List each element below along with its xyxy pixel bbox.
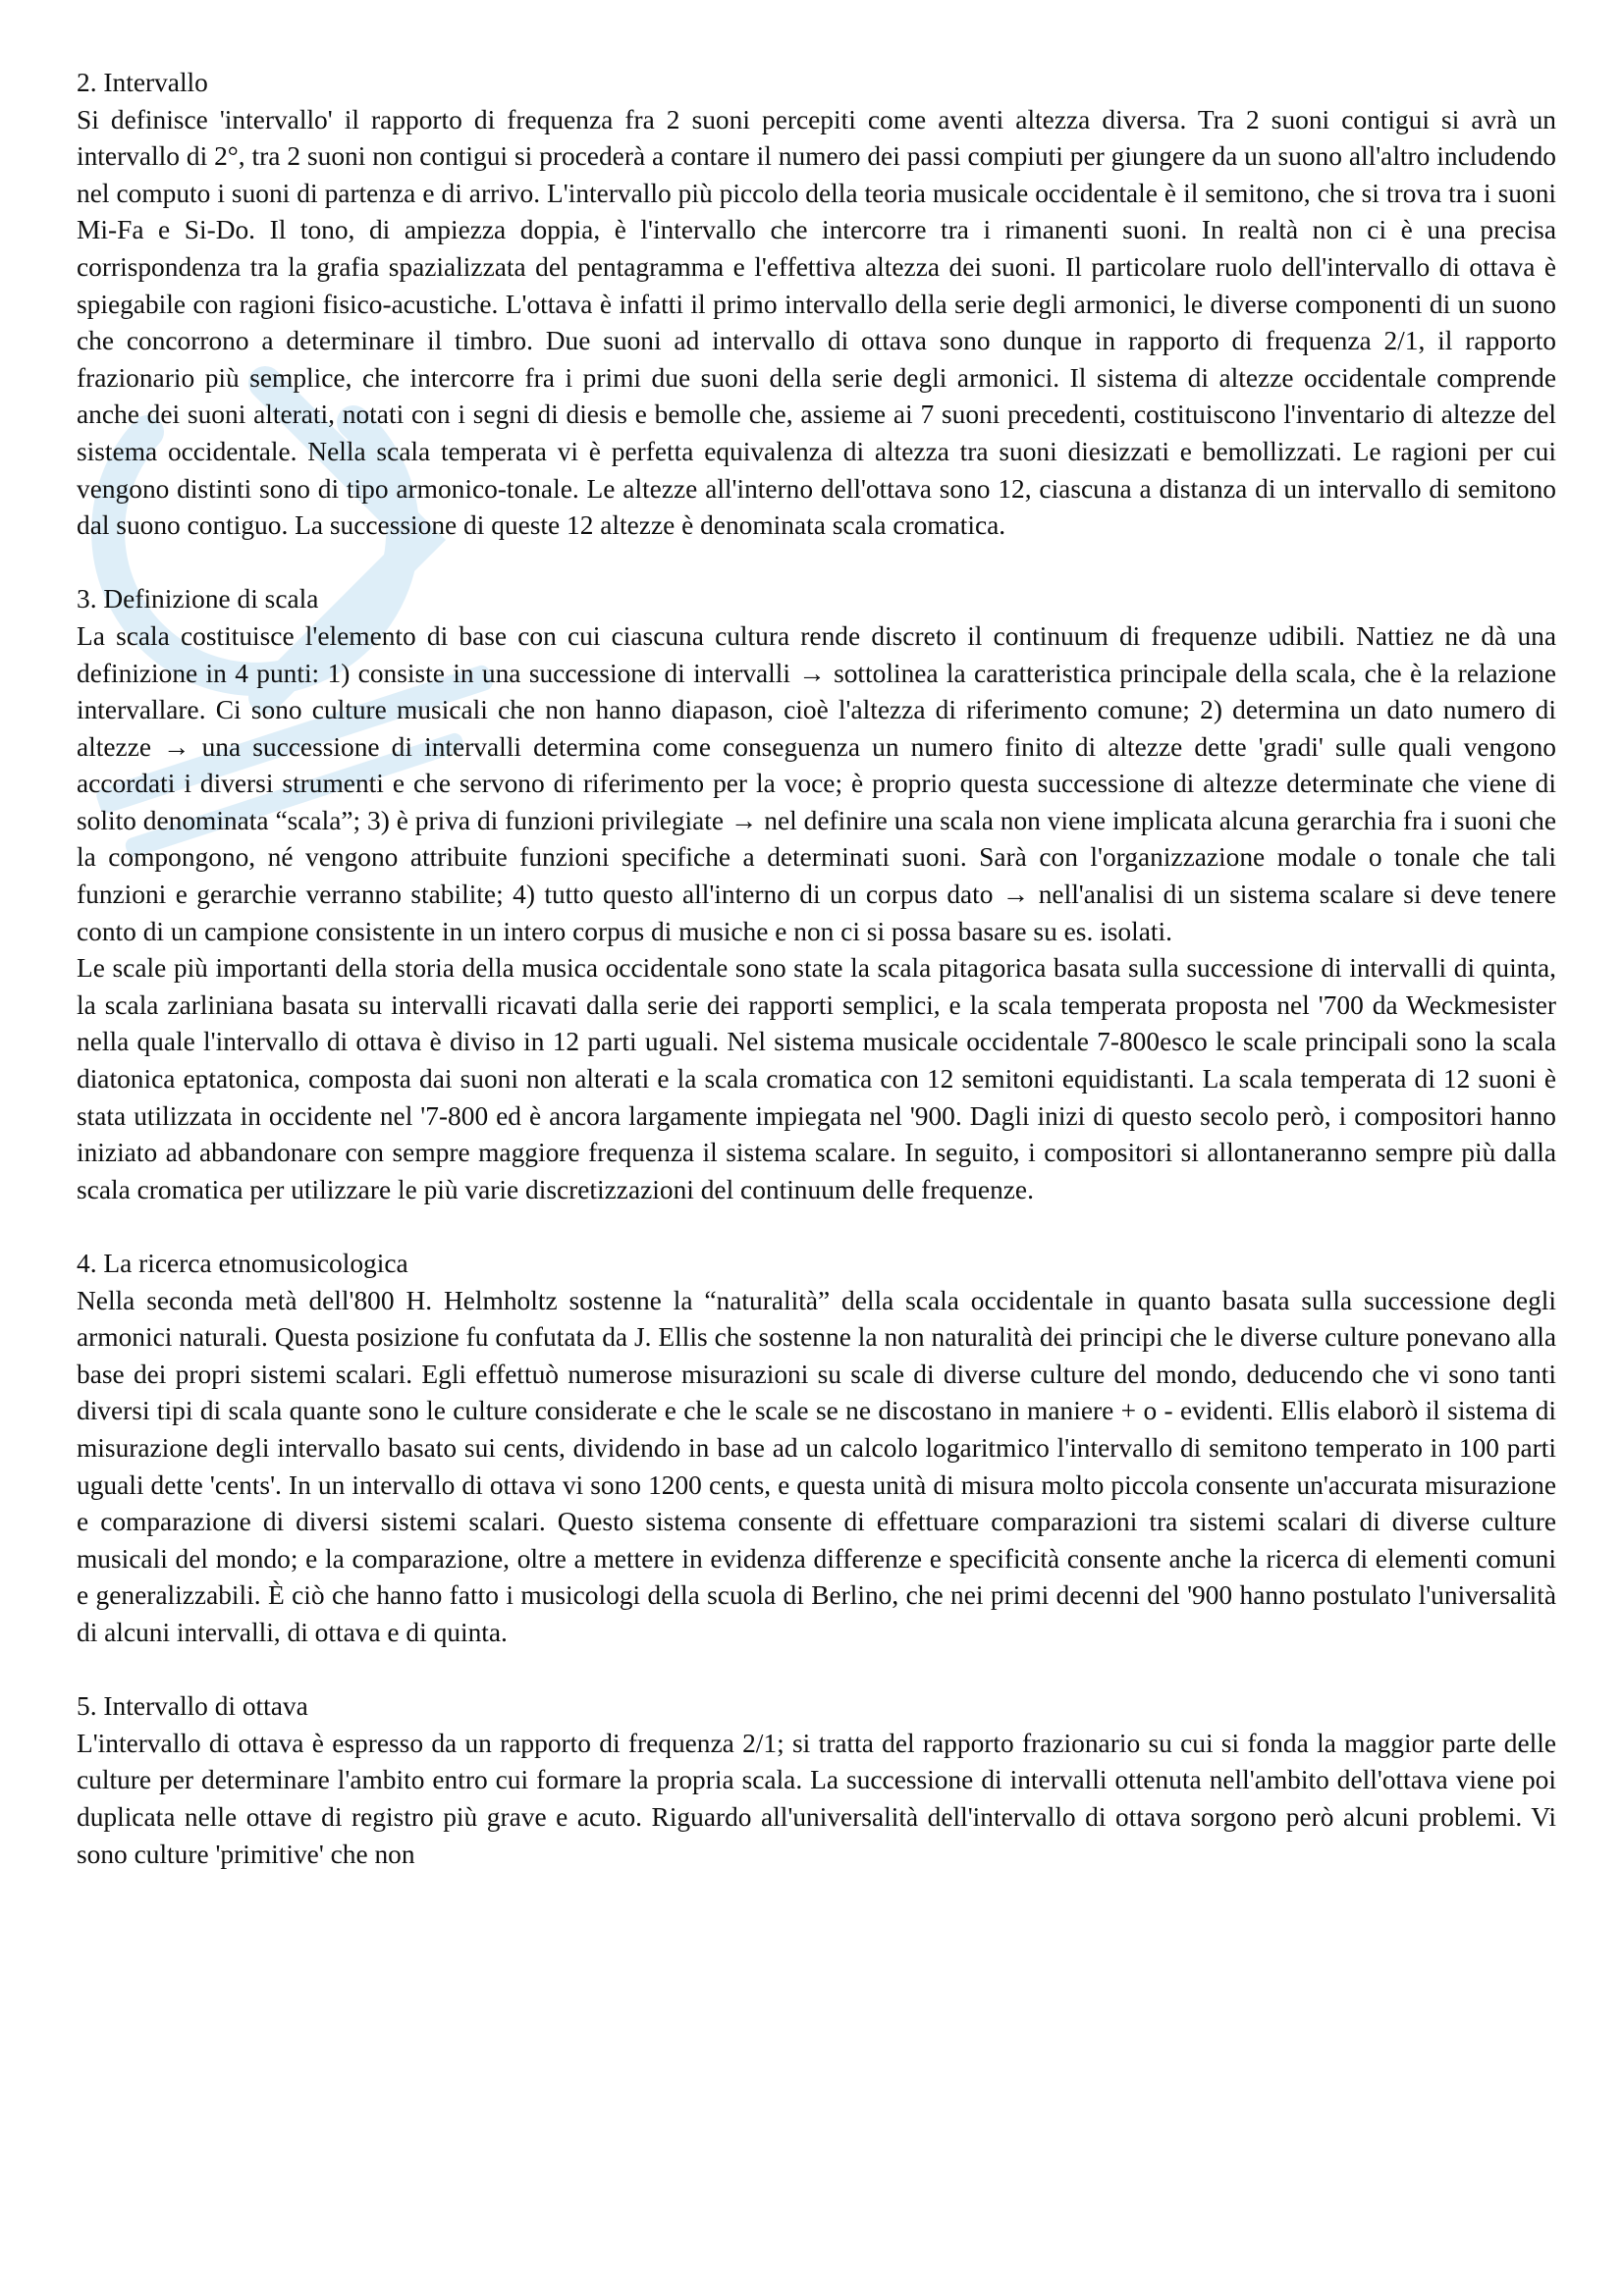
section-paragraph: Le scale più importanti della storia della musica occidentale sono state la scala pitagorica basata sulla successione di intervalli di quinta, la scala zarliniana basata su intervalli ricavati dalla serie dei rapporti semplici, e la scala temperata proposta nel '700 da Weckmesister nella quale l'intervallo di ottava è diviso in 12 parti uguali. Nel sistema musicale occidentale 7-800esco le scale principali sono la scala diatonica eptatonica, composta dai suoni non alterati e la scala cromatica con 12 semitoni equidistanti. La scala temperata di 12 suoni è stata utilizzata in occidente nel '7-800 ed è ancora largamente impiegata nel '900. Dagli inizi di questo secolo però, i compositori hanno iniziato ad abbandonare con sempre maggiore frequenza il sistema scalare. In seguito, i compositori si allontaneranno sempre più dalla scala cromatica per utilizzare le più varie discretizzazioni del continuum delle frequenze. xyxy=(77,953,1556,1204)
section-heading: 3. Definizione di scala xyxy=(77,584,319,614)
section-paragraph: La scala costituisce l'elemento di base con cui ciascuna cultura rende discreto il continuum di frequenze udibili. Nattiez ne dà una definizione in 4 punti: 1) consiste in una successione di intervalli → sottolinea la caratteristica principale della scala, che è la relazione intervallare. Ci sono culture musicali che non hanno diapason, cioè l'altezza di riferimento comune; 2) determina un dato numero di altezze → una successione di intervalli determina come conseguenza un numero finito di altezze dette 'gradi' sulle quali vengono accordati i diversi strumenti e che servono di riferimento per la voce; è proprio questa successione di altezze determinate che viene di solito denominata “scala”; 3) è priva di funzioni privilegiate → nel definire una scala non viene implicata alcuna gerarchia fra i suoni che la compongono, né vengono attribuite funzioni specifiche a determinati suoni. Sarà con l'organizzazione modale o tonale che tali funzioni e gerarchie verranno stabilite; 4) tutto questo all'interno di un corpus dato → nell'analisi di un sistema scalare si deve tenere conto di un campione consistente in un intero corpus di musiche e non ci si possa basare su es. isolati. xyxy=(77,620,1556,946)
section-ricerca-etnomusicologica xyxy=(77,1246,1556,1652)
section-heading: 2. Intervallo xyxy=(77,68,208,97)
document-page xyxy=(77,65,1556,1910)
section-intervallo-di-ottava xyxy=(77,1688,1556,1873)
section-heading: 5. Intervallo di ottava xyxy=(77,1691,308,1722)
section-paragraph: Nella seconda metà dell'800 H. Helmholtz sostenne la “naturalità” della scala occidentale in quanto basata sulla successione degli armonici naturali. Questa posizione fu confutata da J. Ellis che sostenne la non naturalità dei principi che le diverse culture ponevano alla base dei propri sistemi scalari. Egli effettuò numerose misurazioni su scale di diverse culture del mondo, deducendo che vi sono tanti diversi tipi di scala quante sono le culture considerate e che le scale se ne discostano in maniere + o - evidenti. Ellis elaborò il sistema di misurazione degli intervallo basato sui cents, dividendo in base ad un calcolo logaritmico l'intervallo di semitono temperato in 100 parti uguali dette 'cents'. In un intervallo di ottava vi sono 1200 cents, e questa unità di misura molto piccola consente un'accurata misurazione e comparazione di diversi sistemi scalari. Questo sistema consente di effettuare comparazioni tra sistemi scalari di diverse culture musicali del mondo; e la comparazione, oltre a mettere in evidenza differenze e specificità consente anche la ricerca di elementi comuni e generalizzabili. È ciò che hanno fatto i musicologi della scuola di Berlino, che nei primi decenni del '900 hanno postulato l'universalità di alcuni intervalli, di ottava e di quinta. xyxy=(77,1285,1556,1647)
section-definizione-di-scala xyxy=(77,581,1556,1208)
section-paragraph: Si definisce 'intervallo' il rapporto di frequenza fra 2 suoni percepiti come aventi altezza diversa. Tra 2 suoni contigui si avrà un intervallo di 2°, tra 2 suoni non contigui si procederà a contare il numero dei passi compiuti per giungere da un suono all'altro includendo nel computo i suoni di partenza e di arrivo. L'intervallo più piccolo della teoria musicale occidentale è il semitono, che si trova tra i suoni Mi-Fa e Si-Do. Il tono, di ampiezza doppia, è l'intervallo che intercorre tra i rimanenti suoni. In realtà non ci è una precisa corrispondenza tra la grafia spazializzata del pentagramma e l'effettiva altezza dei suoni. Il particolare ruolo dell'intervallo di ottava è spiegabile con ragioni fisico-acustiche. L'ottava è infatti il primo intervallo della serie degli armonici, le diverse componenti di un suono che concorrono a determinare il timbro. Due suoni ad intervallo di ottava sono dunque in rapporto di frequenza 2/1, il rapporto frazionario più semplice, che intercorre fra i primi due suoni della serie degli armonici. Il sistema di altezze occidentale comprende anche dei suoni alterati, notati con i segni di diesis e bemolle che, assieme ai 7 suoni precedenti, costituiscono l'inventario di altezze del sistema occidentale. Nella scala temperata vi è perfetta equivalenza di altezza tra suoni diesizzati e bemollizzati. Le ragioni per cui vengono distinti sono di tipo armonico-tonale. Le altezze all'interno dell'ottava sono 12, ciascuna a distanza di un intervallo di semitono dal suono contiguo. La successione di queste 12 altezze è denominata scala cromatica. xyxy=(77,104,1556,541)
section-intervallo xyxy=(77,65,1556,545)
section-paragraph: L'intervallo di ottava è espresso da un rapporto di frequenza 2/1; si tratta del rapporto frazionario su cui si fonda la maggior parte delle culture per determinare l'ambito entro cui formare la propria scala. La successione di intervalli ottenuta nell'ambito dell'ottava viene poi duplicata nelle ottave di registro più grave e acuto. Riguardo all'universalità dell'intervallo di ottava sorgono però alcuni problemi. Vi sono culture 'primitive' che non xyxy=(77,1728,1556,1869)
section-heading: 4. La ricerca etnomusicologica xyxy=(77,1249,408,1278)
